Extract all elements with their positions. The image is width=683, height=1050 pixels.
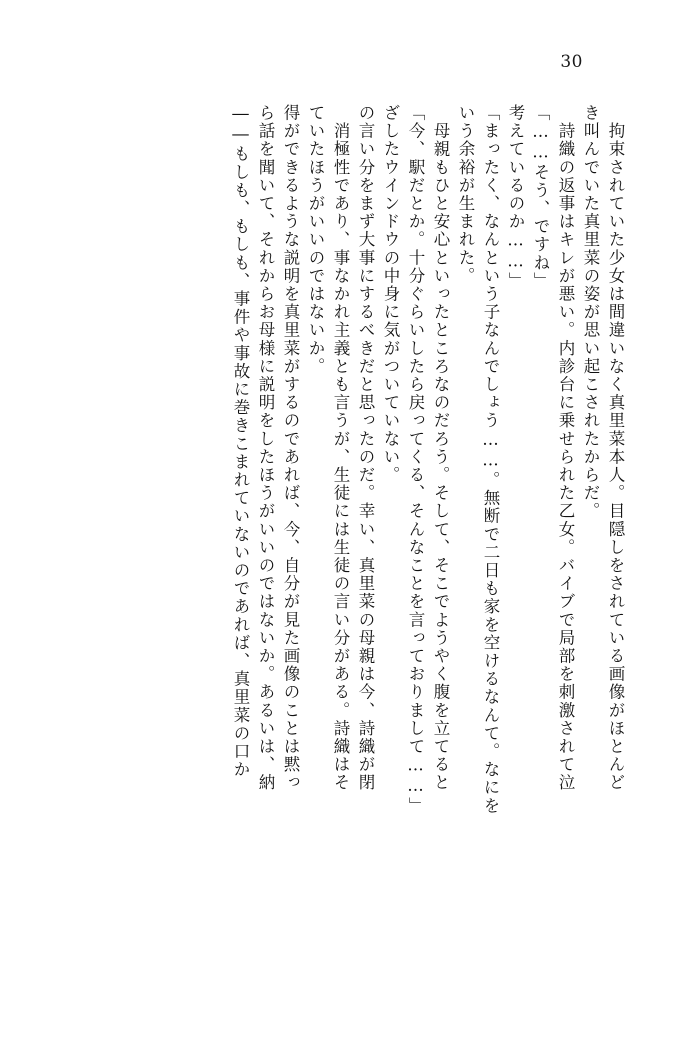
text-column: 考えているのか……」 [506,104,525,290]
text-column: 拘束されていた少女は間違いなく真里菜本人。目隠しをされている画像がほとんど [606,104,625,792]
page-number: 30 [560,52,583,72]
text-column: 「今、駅だとか。十分ぐらいしたら戻ってくる、そんなことを言っておりまして……」 [406,104,425,815]
text-column: ――もしも、もしも、事件や事故に巻きこまれていないのであれば、真里菜の口か [231,104,250,779]
text-column: き叫んでいた真里菜の姿が思い起こされたからだ。 [581,104,600,521]
text-column: いう余裕が生まれた。 [456,104,475,285]
text-column: ら話を聞いて、それからお母様に説明をしたほうがいいのではないか。あるいは、納 [256,104,275,792]
text-column: 「……そう、ですね」 [531,104,550,290]
vertical-text-body [223,104,623,944]
text-column: 消極性であり、事なかれ主義とも言うが、生徒には生徒の言い分がある。詩織はそ [331,104,350,792]
text-column: 詩織の返事はキレが悪い。内診台に乗せられた乙女。バイブで局部を刺激されて泣 [556,104,575,792]
text-column: ざしたウインドウの中身に気がついていない。 [381,104,400,485]
text-column: 「まったく、なんという子なんでしょう……。無断で二日も家を空けるなんて。なにを [481,104,500,815]
text-column: 得ができるような説明を真里菜がするのであれば、今、自分が見た画像のことは黙っ [281,104,300,792]
text-column: 母親もひと安心といったところなのだろう。そして、そこでようやく腹を立てると [431,104,450,792]
text-column: ていたほうがいいのではないか。 [306,104,325,376]
text-column: の言い分をまず大事にするべきだと思ったのだ。幸い、真里菜の母親は今、詩織が閉 [356,104,375,792]
